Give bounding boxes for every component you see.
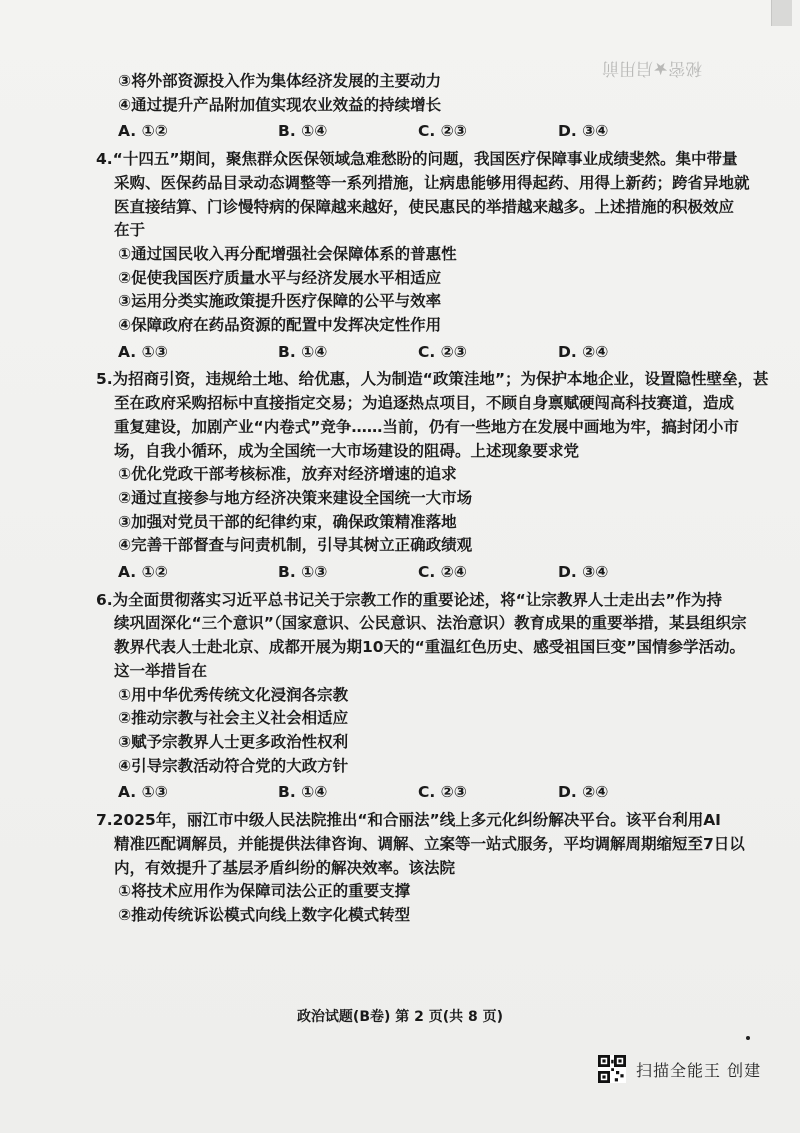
q5-choice-a: A. ①② [118,563,168,582]
q7-option-1: ①将技术应用作为保障司法公正的重要支撑 [118,882,411,901]
exam-content [96,70,769,928]
q6-option-4: ④引导宗教活动符合党的大政方针 [118,756,349,775]
q3-choice-c: C. ②③ [418,122,467,141]
q5-choice-b: B. ①③ [278,563,328,582]
q4-option-3: ③运用分类实施政策提升医疗保障的公平与效率 [118,292,442,311]
q4-option-1: ①通过国民收入再分配增强社会保障体系的普惠性 [118,244,457,263]
q6-stem-line: 这一举措旨在 [114,661,208,680]
q6-stem-line: 教界代表人士赴北京、成都开展为期10天的“重温红色历史、感受祖国巨变”国情参学活动。 [114,638,745,657]
q4-stem-line: 4.“十四五”期间，聚焦群众医保领域急难愁盼的问题，我国医疗保障事业成绩斐然。集中带量 [96,150,738,169]
q3-choice-b: B. ①④ [278,122,328,141]
q5-stem-line: 重复建设，加剧产业“内卷式”竞争……当前，仍有一些地方在发展中画地为牢，搞封闭小市 [114,417,739,436]
q5-choice-d: D. ③④ [558,563,609,582]
q6-choice-a: A. ①③ [118,783,168,802]
q5-answer-choices [118,561,718,585]
q5-stem-line: 场，自我小循环，成为全国统一大市场建设的阻碍。上述现象要求党 [114,441,580,460]
q5-stem-line: 至在政府采购招标中直接指定交易；为追逐热点项目，不顾自身禀赋硬闯高科技赛道，造成 [114,394,735,413]
page-footer: 政治试题(B卷) 第 2 页(共 8 页) [296,1009,504,1025]
q3-answer-choices [118,120,718,144]
qr-code-icon [598,1055,626,1083]
q3-option-3: ③将外部资源投入作为集体经济发展的主要动力 [118,72,442,90]
q6-option-1: ①用中华优秀传统文化浸润各宗教 [118,685,349,704]
q4-stem-line: 医直接结算、门诊慢特病的保障越来越好，使民惠民的举措越来越多。上述措施的积极效应 [114,197,735,216]
q3-choice-a: A. ①② [118,122,168,141]
q4-answer-choices [118,341,718,365]
q5-option-1: ①优化党政干部考核标准，放弃对经济增速的追求 [118,465,457,484]
q3-option-4: ④通过提升产品附加值实现农业效益的持续增长 [118,95,442,114]
q6-answer-choices [118,781,718,805]
q5-option-2: ②通过直接参与地方经济决策来建设全国统一大市场 [118,488,473,507]
q6-choice-c: C. ②③ [418,783,467,802]
secret-stamp-text: 秘密★启用前 [602,58,703,78]
page-corner-fold [771,0,792,26]
scanner-watermark [598,1055,761,1083]
q6-stem-line: 续巩固深化“三个意识”（国家意识、公民意识、法治意识）教育成果的重要举措，某县组织宗 [114,614,747,633]
q6-option-3: ③赋予宗教界人士更多政治性权利 [118,732,349,751]
q4-stem-line: 采购、医保药品目录动态调整等一系列措施，让病患能够用得起药、用得上新药；跨省异地就 [114,173,750,192]
q7-stem-line: 7.2025年，丽江市中级人民法院推出“和合丽法”线上多元化纠纷解决平台。该平台利用AI [96,811,721,830]
q5-option-4: ④完善干部督查与问责机制，引导其树立正确政绩观 [118,536,473,555]
q4-choice-c: C. ②③ [418,342,467,361]
q6-stem-line: 6.为全面贯彻落实习近平总书记关于宗教工作的重要论述，将“让宗教界人士走出去”作为持 [96,590,723,609]
q3-choice-d: D. ③④ [558,122,609,141]
q4-stem-line: 在于 [114,221,146,240]
q4-choice-b: B. ①④ [278,342,328,361]
q4-choice-a: A. ①③ [118,342,168,361]
q5-choice-c: C. ②④ [418,563,467,582]
q7-stem-line: 精准匹配调解员，并能提供法律咨询、调解、立案等一站式服务，平均调解周期缩短至7日以 [114,834,745,853]
q7-option-2: ②推动传统诉讼模式向线上数字化模式转型 [118,905,411,924]
watermark-text: 扫描全能王 创建 [636,1060,762,1080]
q4-option-2: ②促使我国医疗质量水平与经济发展水平相适应 [118,268,442,287]
q7-stem-line: 内，有效提升了基层矛盾纠纷的解决效率。该法院 [114,858,456,877]
q4-option-4: ④保障政府在药品资源的配置中发挥决定性作用 [118,316,442,335]
q6-option-2: ②推动宗教与社会主义社会相适应 [118,709,349,728]
q5-stem-line: 5.为招商引资，违规给土地、给优惠，人为制造“政策洼地”；为保护本地企业，设置隐性壁垒，甚 [96,370,769,389]
q6-choice-b: B. ①④ [278,783,328,802]
q5-option-3: ③加强对党员干部的纪律约束，确保政策精准落地 [118,512,457,531]
ink-dot [746,1036,750,1040]
q4-choice-d: D. ②④ [558,342,609,361]
q6-choice-d: D. ②④ [558,783,609,802]
